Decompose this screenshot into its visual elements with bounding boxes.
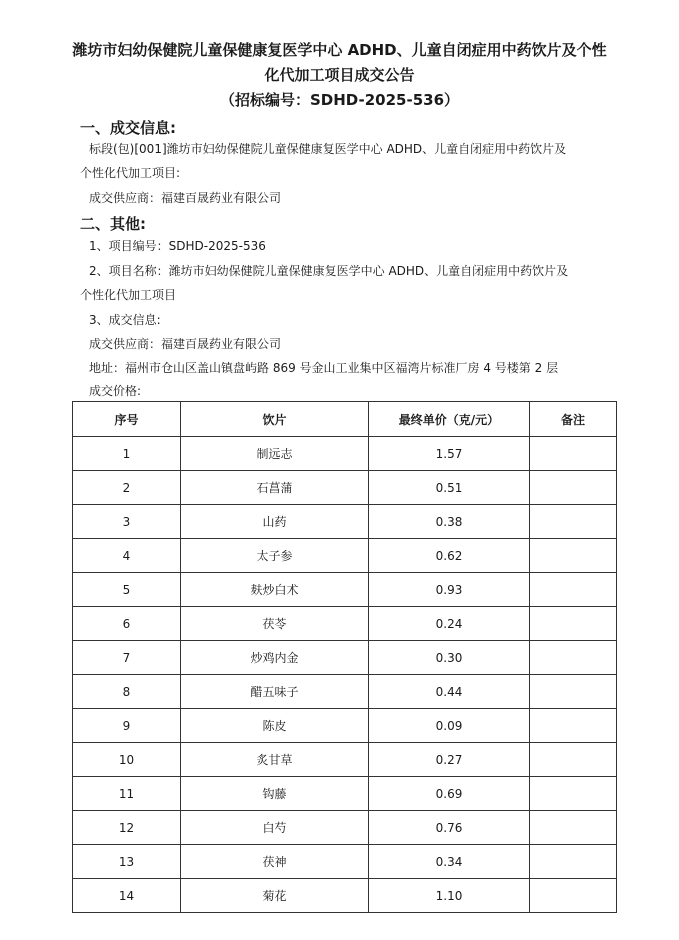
cell-note <box>530 471 617 505</box>
table-row <box>73 505 617 539</box>
header-note: 备注 <box>530 402 617 437</box>
cell-item: 炙甘草 <box>181 743 369 777</box>
project-name-line1: 2、项目名称：潍坊市妇幼保健院儿童保健康复医学中心 ADHD、儿童自闭症用中药饮片及 <box>89 264 569 278</box>
lot-description-line1: 标段(包)[001]潍坊市妇幼保健院儿童保健康复医学中心 ADHD、儿童自闭症用中药饮片及 <box>89 142 567 156</box>
table-row <box>73 743 617 777</box>
table-row <box>73 675 617 709</box>
cell-item: 醋五味子 <box>181 675 369 709</box>
cell-note <box>530 505 617 539</box>
cell-item: 炒鸡内金 <box>181 641 369 675</box>
cell-no: 11 <box>73 777 181 811</box>
table-row <box>73 879 617 913</box>
cell-note <box>530 539 617 573</box>
cell-unit-price: 0.27 <box>369 743 530 777</box>
cell-no: 5 <box>73 573 181 607</box>
supplier-address: 地址：福州市仓山区盖山镇盘屿路 869 号金山工业集中区福湾片标准厂房 4 号楼第 2 层 <box>89 361 559 375</box>
doc-tender-number: （招标编号：SDHD-2025-536） <box>219 91 460 109</box>
cell-note <box>530 845 617 879</box>
cell-item: 茯神 <box>181 845 369 879</box>
table-row <box>73 437 617 471</box>
cell-item: 陈皮 <box>181 709 369 743</box>
cell-item: 茯苓 <box>181 607 369 641</box>
cell-note <box>530 641 617 675</box>
cell-note <box>530 675 617 709</box>
cell-unit-price: 0.62 <box>369 539 530 573</box>
header-item: 饮片 <box>181 402 369 437</box>
header-unit-price: 最终单价（克/元） <box>369 402 530 437</box>
award-info-label: 3、成交信息: <box>89 313 161 327</box>
cell-item: 钩藤 <box>181 777 369 811</box>
cell-no: 12 <box>73 811 181 845</box>
cell-no: 1 <box>73 437 181 471</box>
cell-item: 菊花 <box>181 879 369 913</box>
doc-title-line2: 化代加工项目成交公告 <box>264 66 415 84</box>
lot-description-line2: 个性化代加工项目: <box>80 166 181 180</box>
table-row <box>73 471 617 505</box>
section-heading-other: 二、其他: <box>80 215 146 233</box>
award-supplier-2: 成交供应商：福建百晟药业有限公司 <box>89 337 282 351</box>
cell-unit-price: 0.09 <box>369 709 530 743</box>
cell-no: 6 <box>73 607 181 641</box>
cell-note <box>530 811 617 845</box>
table-row <box>73 641 617 675</box>
cell-no: 8 <box>73 675 181 709</box>
table-row <box>73 845 617 879</box>
cell-no: 7 <box>73 641 181 675</box>
table-header-row <box>73 402 617 437</box>
cell-no: 10 <box>73 743 181 777</box>
cell-unit-price: 0.51 <box>369 471 530 505</box>
table-row <box>73 539 617 573</box>
price-label: 成交价格: <box>89 384 142 398</box>
cell-note <box>530 607 617 641</box>
cell-unit-price: 1.57 <box>369 437 530 471</box>
cell-no: 4 <box>73 539 181 573</box>
cell-no: 3 <box>73 505 181 539</box>
table-row <box>73 811 617 845</box>
cell-note <box>530 437 617 471</box>
table-row <box>73 607 617 641</box>
cell-note <box>530 879 617 913</box>
cell-no: 13 <box>73 845 181 879</box>
cell-unit-price: 0.30 <box>369 641 530 675</box>
cell-item: 麸炒白术 <box>181 573 369 607</box>
cell-no: 2 <box>73 471 181 505</box>
cell-unit-price: 0.69 <box>369 777 530 811</box>
cell-unit-price: 0.76 <box>369 811 530 845</box>
table-row <box>73 777 617 811</box>
header-no: 序号 <box>73 402 181 437</box>
cell-unit-price: 0.93 <box>369 573 530 607</box>
cell-no: 9 <box>73 709 181 743</box>
cell-item: 太子参 <box>181 539 369 573</box>
cell-item: 制远志 <box>181 437 369 471</box>
project-name-line2: 个性化代加工项目 <box>80 288 177 302</box>
award-supplier: 成交供应商：福建百晟药业有限公司 <box>89 191 282 205</box>
cell-note <box>530 709 617 743</box>
cell-unit-price: 0.34 <box>369 845 530 879</box>
cell-unit-price: 0.24 <box>369 607 530 641</box>
doc-title-line1: 潍坊市妇幼保健院儿童保健康复医学中心 ADHD、儿童自闭症用中药饮片及个性 <box>72 41 607 59</box>
cell-unit-price: 0.38 <box>369 505 530 539</box>
cell-note <box>530 573 617 607</box>
table-row <box>73 573 617 607</box>
project-number: 1、项目编号：SDHD-2025-536 <box>89 239 266 253</box>
section-heading-award-info: 一、成交信息: <box>80 119 176 137</box>
table-row <box>73 709 617 743</box>
cell-item: 石菖蒲 <box>181 471 369 505</box>
table-body <box>73 437 617 913</box>
cell-item: 白芍 <box>181 811 369 845</box>
cell-unit-price: 0.44 <box>369 675 530 709</box>
cell-unit-price: 1.10 <box>369 879 530 913</box>
price-table <box>72 401 617 913</box>
cell-note <box>530 743 617 777</box>
cell-note <box>530 777 617 811</box>
cell-item: 山药 <box>181 505 369 539</box>
cell-no: 14 <box>73 879 181 913</box>
